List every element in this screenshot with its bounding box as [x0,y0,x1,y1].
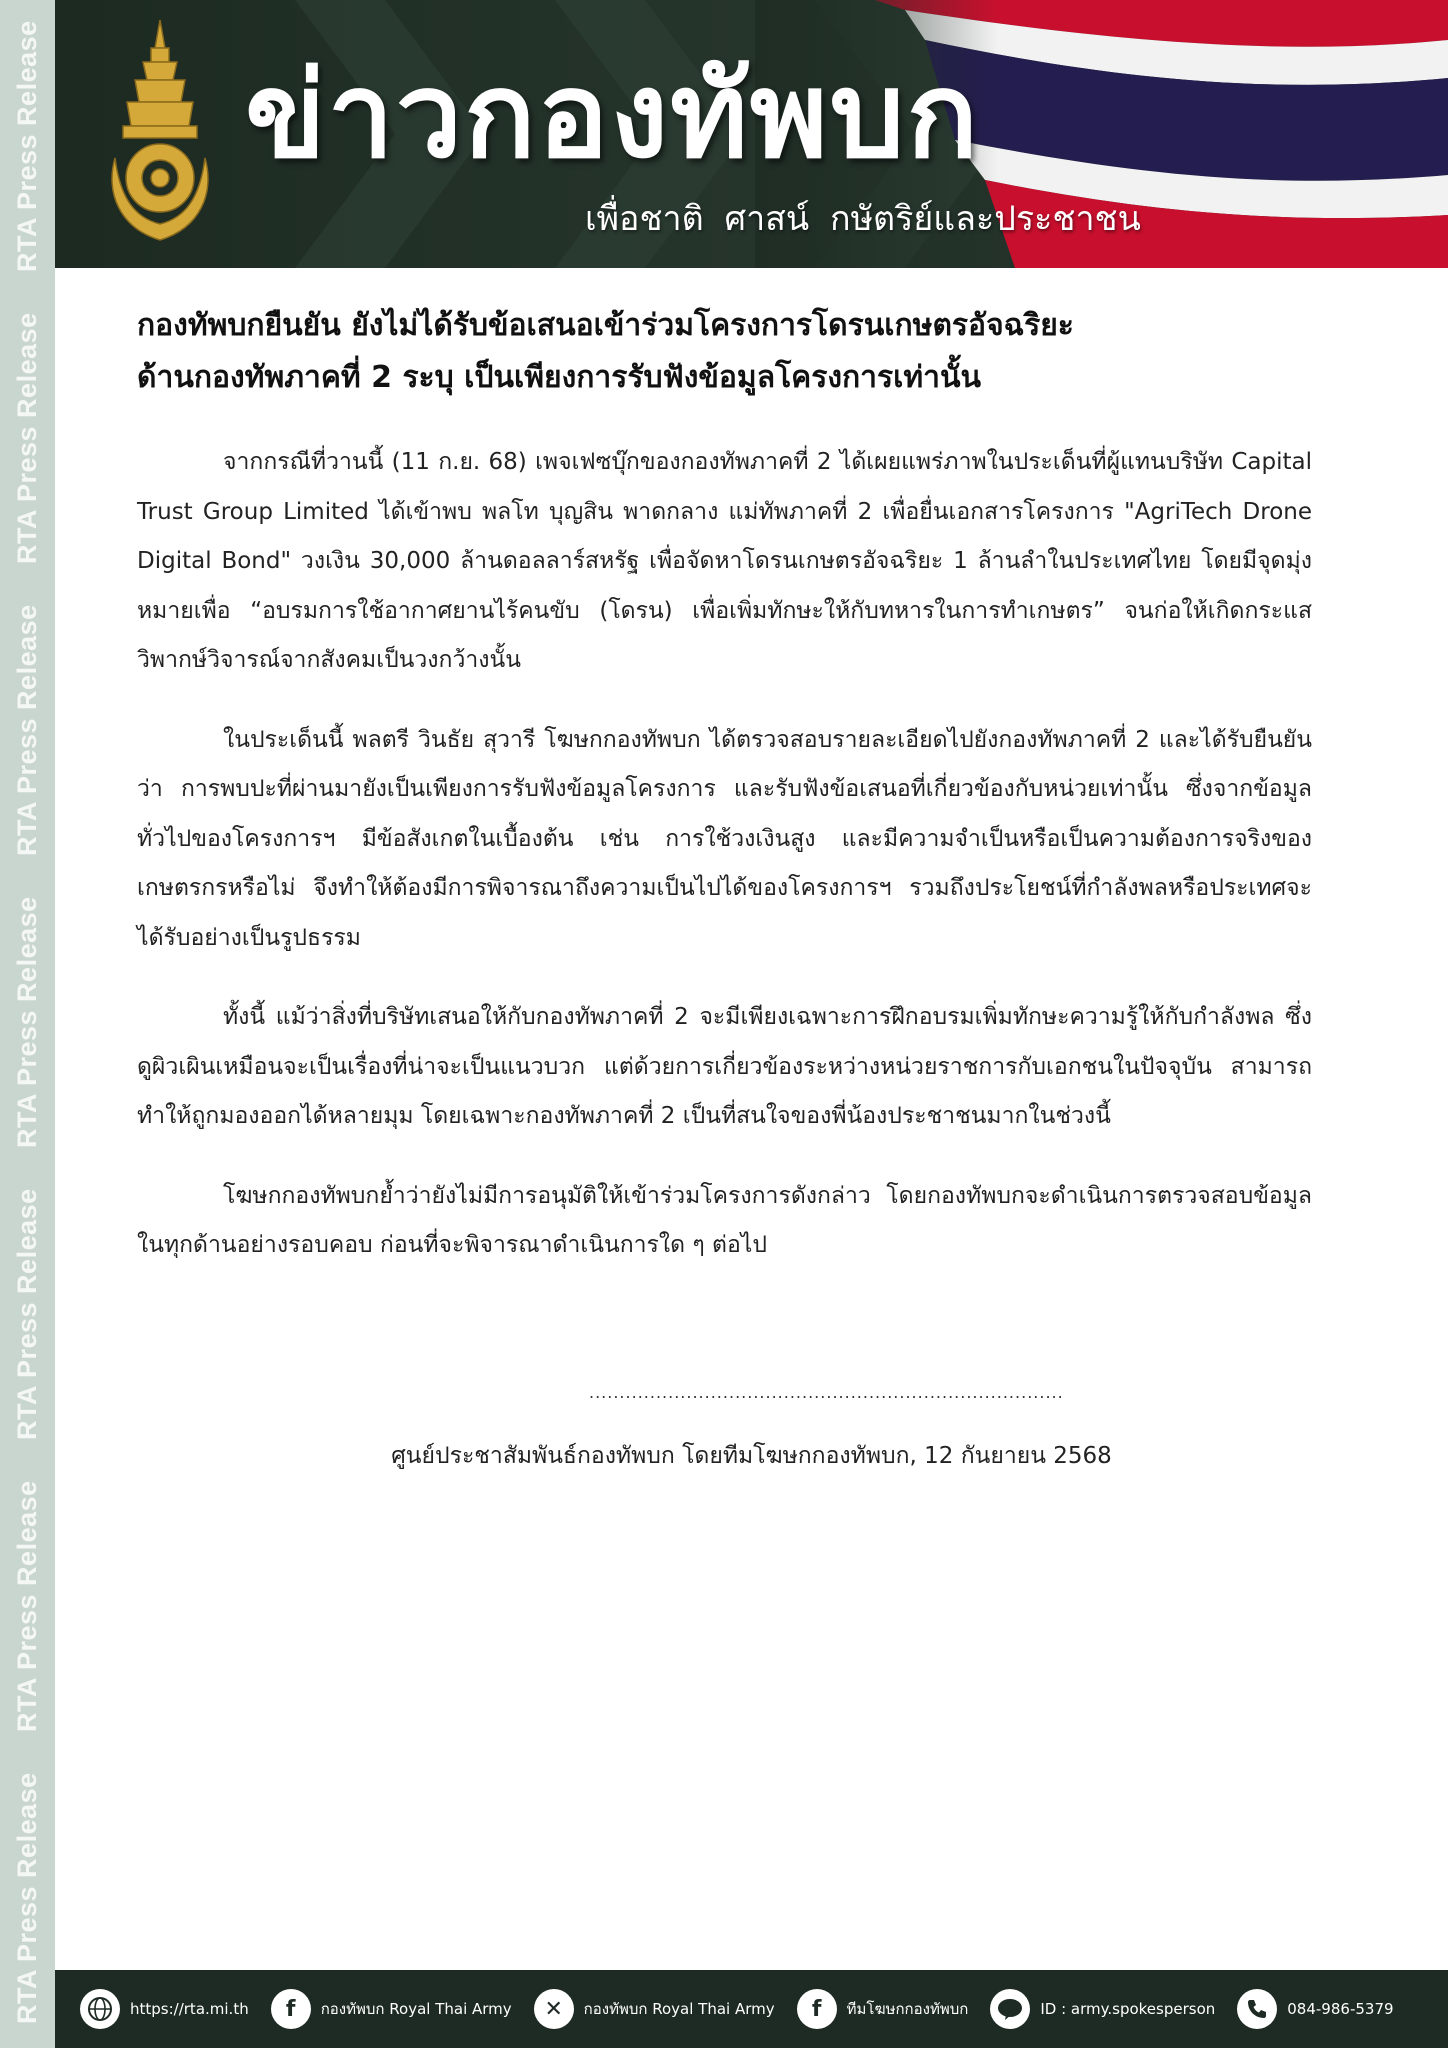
header-banner [55,0,1448,268]
paragraph-2 [137,716,1312,964]
side-label: RTA Press Release [12,20,42,272]
phone-number[interactable]: 084-986-5379 [1287,2000,1394,2018]
side-label: RTA Press Release [12,312,42,564]
paragraph-4 [137,1172,1312,1271]
x-icon: ✕ [534,1989,574,2029]
paragraph-3 [137,993,1312,1142]
side-label: RTA Press Release [12,604,42,856]
paragraph-1 [137,438,1312,686]
paragraph-3-text: ทั้งนี้ แม้ว่าสิ่งที่บริษัทเสนอให้กับกองทัพภาคที่ 2 จะมีเพียงเฉพาะการฝึกอบรมเพิ่มทักษะความรู้ให้กับกำลังพล ซึ่งดูผิวเผินเหมือนจะเป็นเรื่องที่น่าจะเป็นแนวบวก แต่ด้วยการเกี่ยวข้องระหว่างหน่วยราชการกับเอกชนในปัจจุบัน สามารถทำให้ถูกมองออกได้หลายมุม โดยเฉพาะกองทัพภาคที่ 2 เป็นที่สนใจของพี่น้องประชาชนมากในช่วงนี้ [137,1004,1312,1129]
header-title: ข่าวกองทัพบก [245,46,981,184]
facebook-icon: f [797,1989,837,2029]
line-icon [990,1989,1030,2029]
footer-phone[interactable] [1237,1989,1393,2029]
facebook-army-link[interactable]: กองทัพบก Royal Thai Army [320,2000,512,2018]
side-strip [0,0,55,2048]
footer-website[interactable] [80,1989,249,2029]
footer-facebook-army[interactable] [271,1989,512,2029]
footer-line-id[interactable] [990,1989,1215,2029]
side-labels [0,0,55,2048]
facebook-spokesperson-link[interactable]: ทีมโฆษกกองทัพบก [846,2000,969,2018]
side-label: RTA Press Release [12,1188,42,1440]
side-label: RTA Press Release [12,1772,42,2024]
facebook-icon: f [271,1989,311,2029]
header-motto: เพื่อชาติ ศาสน์ กษัตริย์และประชาชน [585,199,1141,239]
footer-facebook-spokesperson[interactable] [797,1989,969,2029]
paragraph-2-text: ในประเด็นนี้ พลตรี วินธัย สุวารี โฆษกกองทัพบก ได้ตรวจสอบรายละเอียดไปยังกองทัพภาคที่ 2 และได้รับยืนยันว่า การพบปะที่ผ่านมายังเป็นเพียงการรับฟังข้อมูลโครงการ และรับฟังข้อเสนอที่เกี่ยวข้องกับหน่วยเท่านั้น ซึ่งจากข้อมูลทั่วไปของโครงการฯ มีข้อสังเกตในเบื้องต้น เช่น การใช้วงเงินสูง และมีความจำเป็นหรือเป็นความต้องการจริงของเกษตรกรหรือไม่ จึงทำให้ต้องมีการพิจารณาถึงความเป็นไปได้ของโครงการฯ รวมถึงประโยชน์ที่กำลังพลหรือประเทศจะได้รับอย่างเป็นรูปธรรม [137,726,1312,951]
separator-dots: .............................................................................. [589,1383,1064,1402]
army-emblem-icon [105,18,215,248]
phone-icon [1237,1989,1277,2029]
x-account-link[interactable]: กองทัพบก Royal Thai Army [583,2000,775,2018]
side-label: RTA Press Release [12,896,42,1148]
headline-line-1: กองทัพบกยืนยัน ยังไม่ได้รับข้อเสนอเข้าร่วมโครงการโดรนเกษตรอัจฉริยะ [137,308,1074,343]
footer-x-account[interactable] [534,1989,775,2029]
headline [137,300,1312,404]
website-link[interactable]: https://rta.mi.th [130,2000,249,2018]
line-id-text[interactable]: ID : army.spokesperson [1040,2000,1216,2018]
paragraph-4-text: โฆษกกองทัพบกย้ำว่ายังไม่มีการอนุมัติให้เข้าร่วมโครงการดังกล่าว โดยกองทัพบกจะดำเนินการตรวจสอบข้อมูลในทุกด้านอย่างรอบคอบ ก่อนที่จะพิจารณาดำเนินการใด ๆ ต่อไป [137,1182,1312,1258]
globe-icon [80,1989,120,2029]
headline-line-2: ด้านกองทัพภาคที่ 2 ระบุ เป็นเพียงการรับฟังข้อมูลโครงการเท่านั้น [137,360,982,395]
article [137,300,1312,1271]
paragraph-1-text: จากกรณีที่วานนี้ (11 ก.ย. 68) เพจเฟซบุ๊กของกองทัพภาคที่ 2 ได้เผยแพร่ภาพในประเด็นที่ผู้แทนบริษัท Capital Trust Group Limited ได้เข้าพบ พลโท บุญสิน พาดกลาง แม่ทัพภาคที่ 2 เพื่อยื่นเอกสารโครงการ "AgriTech Drone Digital Bond" วงเงิน 30,000 ล้านดอลลาร์สหรัฐ เพื่อจัดหาโดรนเกษตรอัจฉริยะ 1 ล้านลำในประเทศไทย โดยมีจุดมุ่งหมายเพื่อ “อบรมการใช้อากาศยานไร้คนขับ (โดรน) เพื่อเพิ่มทักษะให้กับทหารในการทำเกษตร” จนก่อให้เกิดกระแสวิพากษ์วิจารณ์จากสังคมเป็นวงกว้างนั้น [137,449,1312,673]
footer-bar [55,1970,1448,2048]
side-label: RTA Press Release [12,1480,42,1732]
signature: ศูนย์ประชาสัมพันธ์กองทัพบก โดยทีมโฆษกกองทัพบก, 12 กันยายน 2568 [391,1443,1112,1469]
